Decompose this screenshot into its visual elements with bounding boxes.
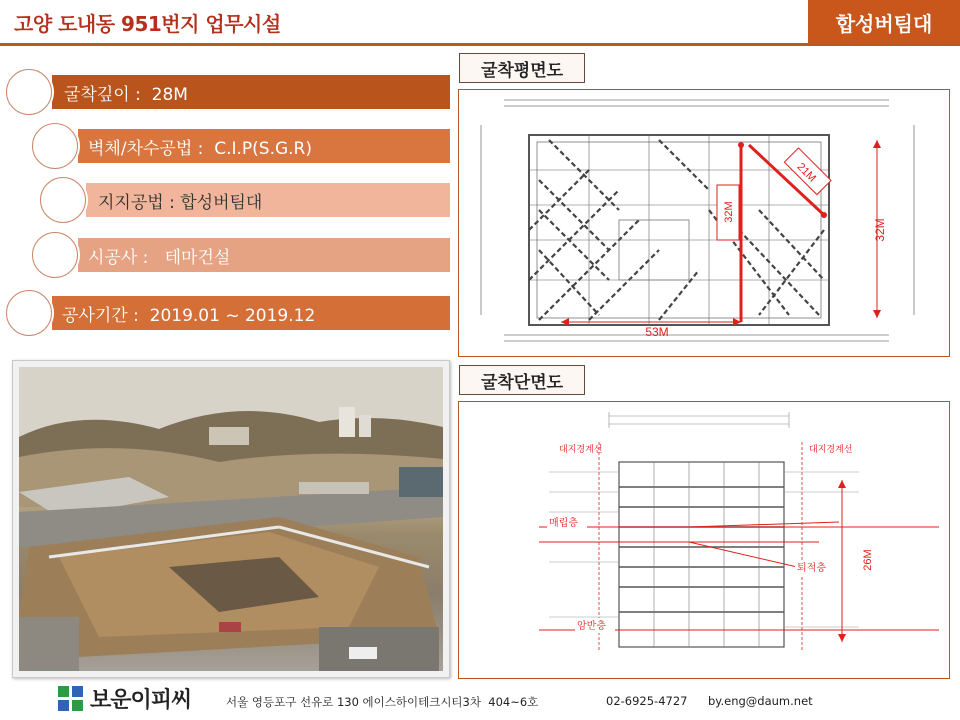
plan-dim-right: 32M bbox=[873, 218, 887, 242]
plan-dim-diagonal: 21M bbox=[794, 160, 819, 185]
info-text: 공사기간 : 2019.01 ~ 2019.12 bbox=[62, 305, 316, 326]
site-photo-frame bbox=[12, 360, 450, 678]
site-photo-illustration bbox=[19, 367, 443, 671]
company-name: 보운이피씨 bbox=[90, 688, 192, 713]
section-drawing-panel bbox=[458, 401, 950, 679]
info-excavation-depth bbox=[52, 75, 450, 109]
page-title: 고양 도내동 951번지 업무시설 bbox=[14, 12, 281, 36]
company-logo-icon bbox=[58, 686, 84, 712]
bullet-circle bbox=[6, 69, 52, 115]
info-period bbox=[52, 296, 450, 330]
section-drawing bbox=[459, 402, 948, 677]
method-tag: 합성버팀대 bbox=[808, 0, 960, 44]
section-drawing-label: 굴착단면도 bbox=[459, 365, 585, 395]
company-email: by.eng@daum.net bbox=[708, 694, 813, 708]
plan-drawing bbox=[459, 90, 948, 355]
company-phone: 02-6925-4727 bbox=[606, 694, 688, 708]
boundary-right-label: 대지경계선 bbox=[809, 444, 853, 454]
bullet-circle bbox=[32, 232, 78, 278]
plan-drawing-panel bbox=[458, 89, 950, 357]
info-text: 벽체/차수공법 : C.I.P(S.G.R) bbox=[88, 138, 312, 159]
info-contractor bbox=[78, 238, 450, 272]
bullet-circle bbox=[40, 177, 86, 223]
bullet-circle bbox=[6, 290, 52, 336]
plan-drawing-label: 굴착평면도 bbox=[459, 53, 585, 83]
company-logo bbox=[58, 683, 191, 714]
info-text: 굴착깊이 : 28M bbox=[64, 84, 188, 105]
layer-fill-label: 매립층 bbox=[549, 518, 578, 529]
section-depth-label: 26M bbox=[862, 549, 874, 571]
info-support-method bbox=[86, 183, 450, 217]
plan-dim-inner: 32M bbox=[723, 201, 735, 223]
boundary-left-label: 대지경계선 bbox=[559, 444, 603, 454]
title-divider bbox=[0, 43, 960, 46]
layer-sediment-label: 퇴적층 bbox=[797, 563, 826, 574]
company-address: 서울 영등포구 선유로 130 에이스하이테크시티3차 404~6호 bbox=[226, 695, 539, 709]
info-text: 지지공법 : 합성버팀대 bbox=[98, 192, 263, 213]
site-photo bbox=[19, 367, 443, 671]
bullet-circle bbox=[32, 123, 78, 169]
plan-dim-bottom: 53M bbox=[645, 325, 669, 339]
info-text: 시공사 : 테마건설 bbox=[88, 247, 231, 268]
info-wall-method bbox=[78, 129, 450, 163]
layer-rock-label: 암반층 bbox=[577, 621, 606, 632]
